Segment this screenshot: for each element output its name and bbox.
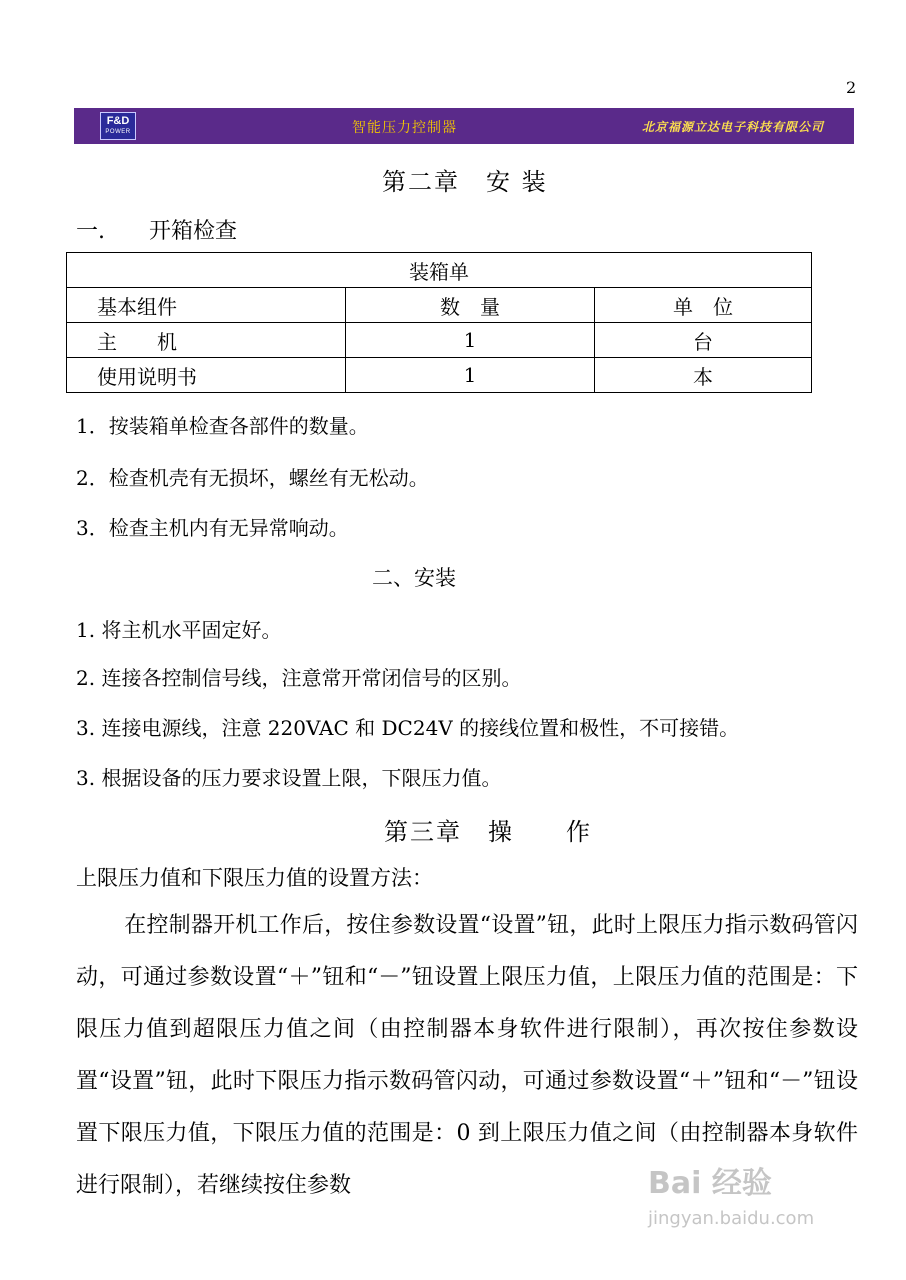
company-name: 北京福源立达电子科技有限公司 [641, 120, 824, 134]
section-install-title: 二、安装 [372, 566, 456, 590]
table-cell: 使用说明书 [67, 358, 346, 393]
inspection-step-2: 2．检查机壳有无损坏，螺丝有无松动。 [76, 466, 429, 490]
settings-paragraph-text: 在控制器开机工作后，按住参数设置“设置”钮，此时上限压力指示数码管闪动，可通过参数设置“＋”钮和“－”钮设置上限压力值，上限压力值的范围是：下限压力值到超限压力值之间（由控制器本身软件进行限制），再次按住参数设置“设置”钮，此时下限压力指示数码管闪动，可通过参数设置“＋”钮和“－”钮设置下限压力值，下限压力值的范围是：0 到上限压力值之间（由控制器本身软件进行限制），若继续按住参数 [76, 913, 858, 1198]
table-header-cell: 数 量 [346, 288, 595, 323]
table-cell: 1 [346, 323, 595, 358]
packing-list-caption: 装箱单 [67, 253, 812, 288]
install-step-2: 2. 连接各控制信号线，注意常开常闭信号的区别。 [76, 666, 522, 690]
page-number: 2 [846, 78, 857, 97]
watermark-url: jingyan.baidu.com [648, 1208, 815, 1229]
install-step-3: 3. 连接电源线，注意 220VAC 和 DC24V 的接线位置和极性，不可接错。 [76, 716, 740, 740]
table-cell: 本 [595, 358, 812, 393]
inspection-step-1: 1．按装箱单检查各部件的数量。 [76, 414, 369, 438]
chapter-2-title: 第二章 安 装 [382, 168, 548, 196]
inspection-step-3: 3．检查主机内有无异常响动。 [76, 516, 349, 540]
header-banner [74, 108, 854, 144]
product-title: 智能压力控制器 [352, 120, 457, 136]
packing-list-table [66, 252, 812, 393]
watermark-logo-text: Bai 经验 [648, 1166, 772, 1201]
table-row [67, 323, 812, 358]
table-header-cell: 基本组件 [67, 288, 346, 323]
table-cell: 主 机 [67, 323, 346, 358]
baidu-watermark [648, 1158, 858, 1244]
table-row [67, 358, 812, 393]
install-step-1: 1. 将主机水平固定好。 [76, 618, 282, 642]
table-header-row [67, 288, 812, 323]
table-cell: 台 [595, 323, 812, 358]
settings-heading: 上限压力值和下限压力值的设置方法： [76, 866, 433, 890]
section-unpacking-title: 一. 开箱检查 [76, 219, 237, 244]
chapter-3-title: 第三章 操 作 [384, 818, 592, 846]
table-cell: 1 [346, 358, 595, 393]
table-header-cell: 单 位 [595, 288, 812, 323]
install-step-4: 3. 根据设备的压力要求设置上限，下限压力值。 [76, 766, 502, 790]
company-logo: F&D POWER [100, 112, 136, 140]
